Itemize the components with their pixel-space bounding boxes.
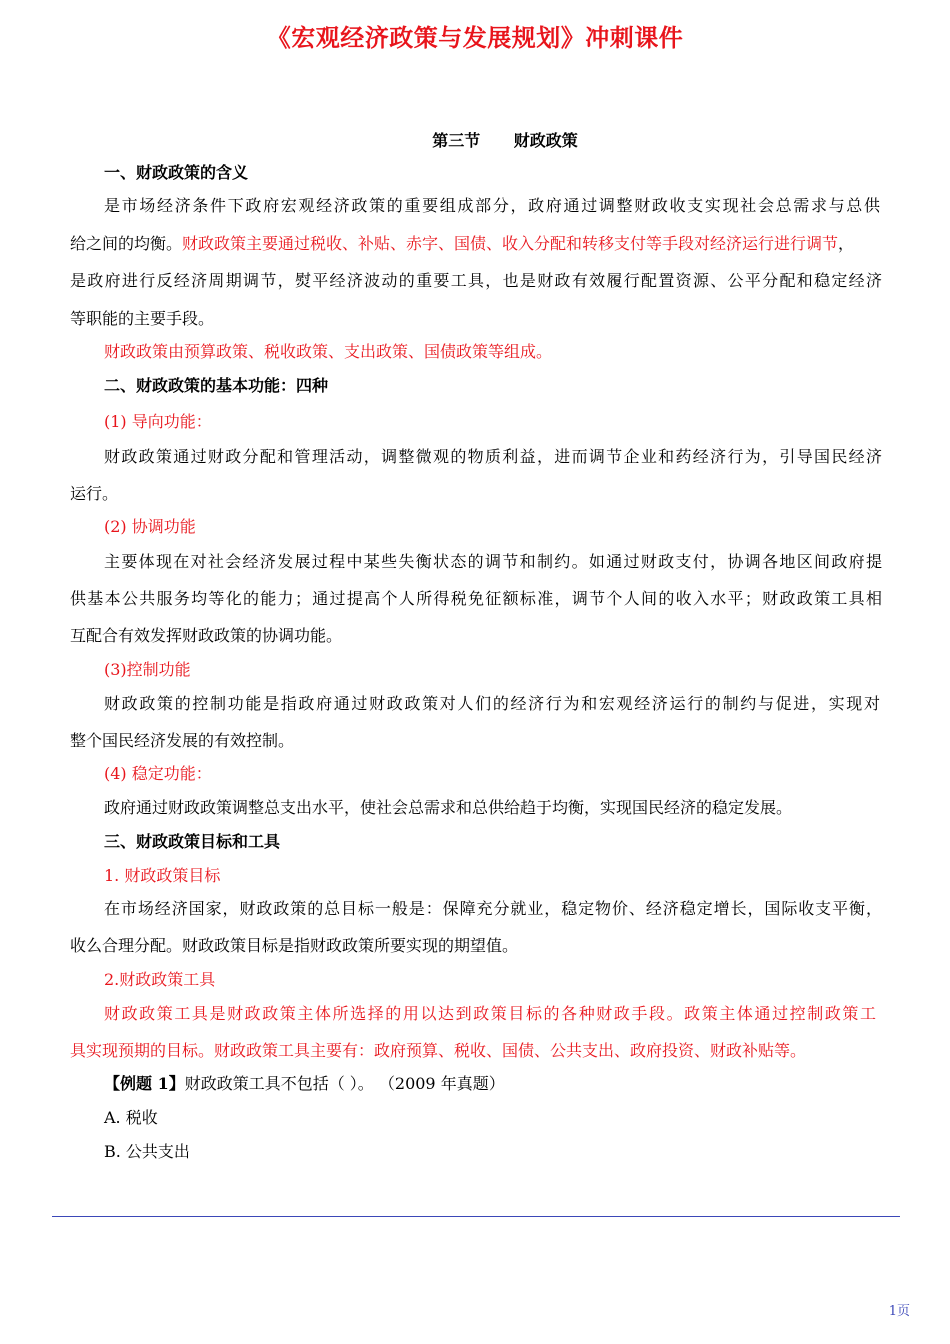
paragraph-line: 收么合理分配。财政政策目标是指财政政策所要实现的期望值。: [70, 936, 519, 955]
function-title-2: (2) 协调功能: [104, 517, 196, 536]
paragraph-line: 是政府进行反经济周期调节，熨平经济波动的重要工具，也是财政有效履行配置资源、公平分配和稳定经济: [70, 271, 882, 290]
paragraph-line: 政府通过财政政策调整总支出水平，使社会总需求和总供给趋于均衡，实现国民经济的稳定发展。: [104, 798, 793, 817]
paragraph-line: 财政政策通过财政分配和管理活动，调整微观的物质利益，进而调节企业和药经济行为，引导国民经济: [104, 447, 882, 466]
function-title-1: (1) 导向功能：: [104, 412, 212, 431]
example-question: [104, 1074, 505, 1094]
highlighted-text: 财政政策主要通过税收、补贴、赤字、国债、收入分配和转移支付等手段对经济运行进行调节: [182, 234, 839, 253]
paragraph-text: ，: [838, 234, 855, 253]
heading-1: 一、财政政策的含义: [104, 163, 249, 182]
heading-3: 三、财政政策目标和工具: [104, 832, 281, 851]
subsection-title-2: 2.财政政策工具: [104, 970, 216, 989]
paragraph-line: 财政政策的控制功能是指政府通过财政政策对人们的经济行为和宏观经济运行的制约与促进，实现对: [104, 694, 880, 713]
heading-2: 二、财政政策的基本功能：四种: [104, 376, 329, 395]
paragraph-line: 在市场经济国家，财政政策的总目标一般是：保障充分就业，稳定物价、经济稳定增长，国际收支平衡，: [104, 899, 882, 918]
paragraph-line: [70, 234, 854, 254]
option-b: B. 公共支出: [104, 1142, 190, 1161]
paragraph-line: 互配合有效发挥财政政策的协调功能。: [70, 626, 343, 645]
paragraph-line: 主要体现在对社会经济发展过程中某些失衡状态的调节和制约。如通过财政支付，协调各地区间政府提: [104, 552, 882, 571]
footer-divider: [52, 1216, 900, 1217]
highlighted-paragraph-line: 具实现预期的目标。财政政策工具主要有：政府预算、税收、国债、公共支出、政府投资、财政补贴等。: [70, 1041, 807, 1060]
highlighted-paragraph-line: 财政政策工具是财政政策主体所选择的用以达到政策目标的各种财政手段。政策主体通过控制政策工: [104, 1004, 876, 1023]
example-text: 财政政策工具不包括（ ）。 （2009 年真题）: [184, 1074, 505, 1093]
paragraph-line: 整个国民经济发展的有效控制。: [70, 731, 295, 750]
subsection-title-1: 1. 财政政策目标: [104, 866, 221, 885]
paragraph-text: 给之间的均衡。: [70, 234, 183, 253]
paragraph-line: 是市场经济条件下政府宏观经济政策的重要组成部分，政府通过调整财政收支实现社会总需求与总供: [104, 196, 880, 215]
paragraph-line: 供基本公共服务均等化的能力；通过提高个人所得税免征额标准，调节个人间的收入水平；财政政策工具相: [70, 589, 882, 608]
paragraph-line: 运行。: [70, 484, 119, 503]
document-title: 《宏观经济政策与发展规划》冲刺课件: [266, 23, 684, 52]
paragraph-line: 等职能的主要手段。: [70, 309, 215, 328]
function-title-4: (4) 稳定功能：: [104, 764, 212, 783]
page-number: 1页: [888, 1304, 910, 1319]
example-label: 【例题 1】: [104, 1074, 185, 1093]
section-title: 第三节 财政政策: [432, 131, 578, 150]
option-a: A. 税收: [104, 1108, 158, 1127]
highlighted-paragraph: 财政政策由预算政策、税收政策、支出政策、国债政策等组成。: [104, 342, 553, 361]
function-title-3: (3)控制功能: [104, 660, 191, 679]
